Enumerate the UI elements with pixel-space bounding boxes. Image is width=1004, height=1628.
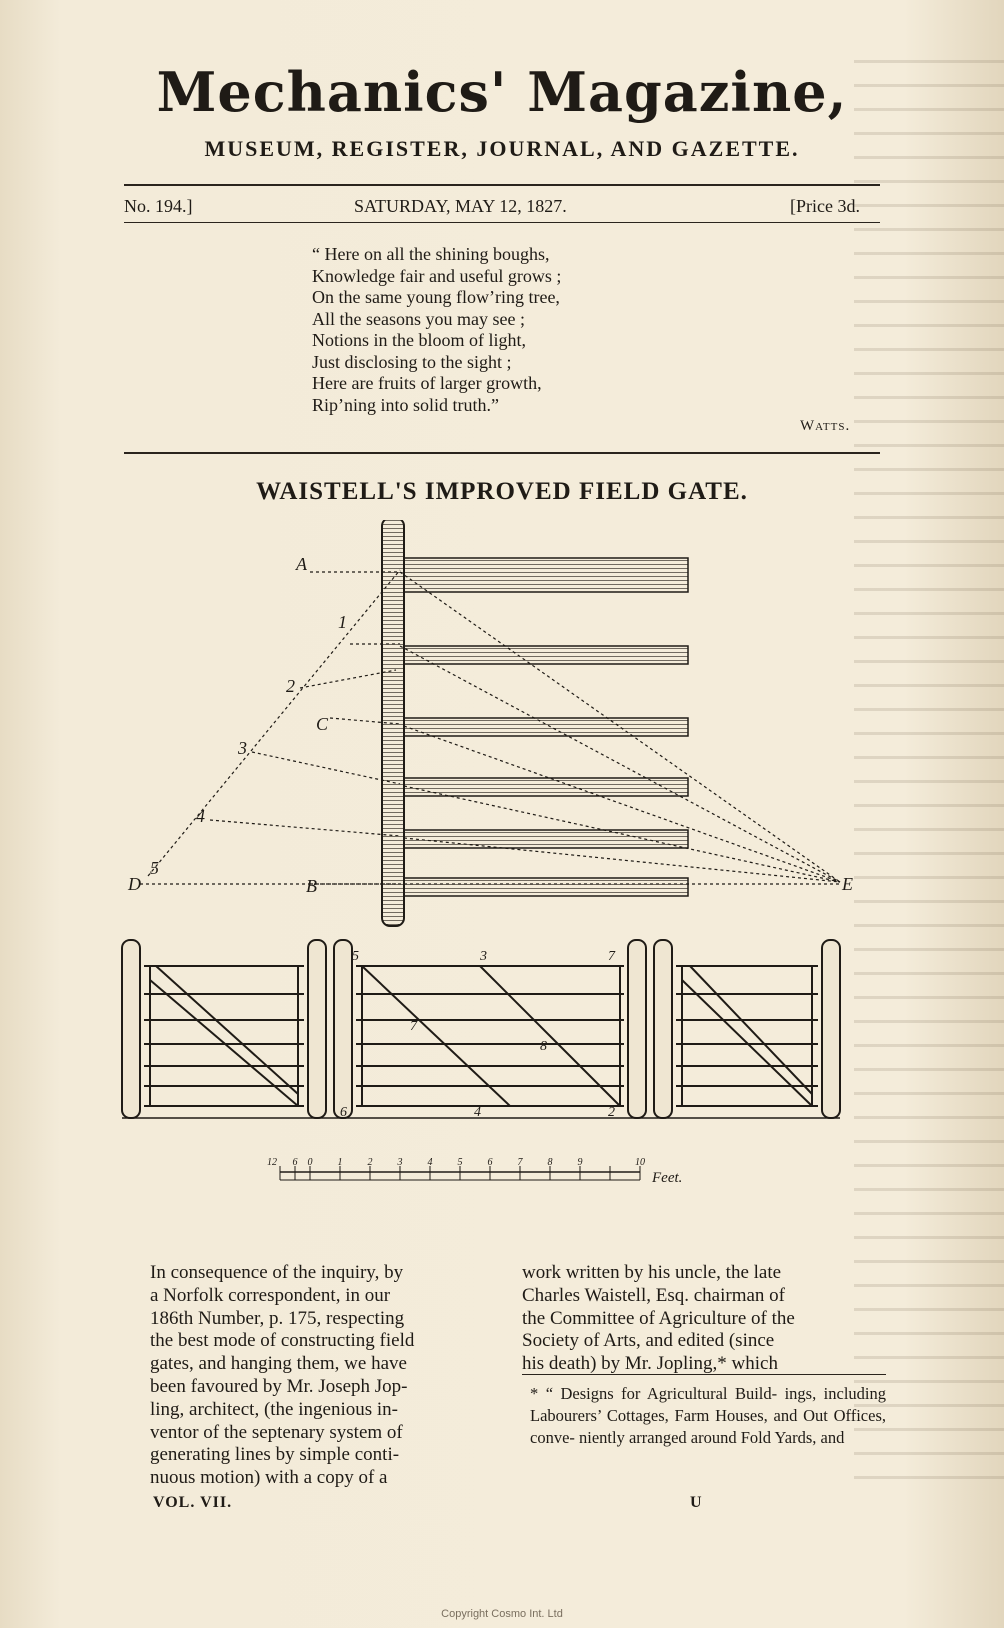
issue-price: [Price 3d. [790, 196, 860, 216]
poem-line: On the same young flow’ring tree, [312, 287, 560, 307]
gate-label-2: 2 [608, 1105, 615, 1120]
scale-tick: 5 [457, 1157, 463, 1168]
small-gate-left [144, 966, 304, 1106]
scale-unit: Feet. [652, 1170, 683, 1186]
gate-post [122, 940, 140, 1118]
section-rule [124, 452, 880, 454]
poem-line: Rip’ning into solid truth.” [312, 394, 499, 415]
gate-label-8: 8 [540, 1039, 547, 1054]
gate-label-3: 3 [480, 949, 487, 964]
gate-label-5: 5 [352, 949, 359, 964]
scale-tick: 2 [367, 1157, 373, 1168]
copyright-watermark: Copyright Cosmo Int. Ltd [441, 1608, 563, 1620]
footnote: * “ Designs for Agricultural Build- ings, including Labourers’ Cottages, Farm Houses, and Out Offices, conve- niently arranged around Fold Yards, and [530, 1384, 886, 1447]
gate-post [628, 940, 646, 1118]
label-2: 2 [286, 676, 295, 696]
scale-tick: 3 [397, 1157, 403, 1168]
gate-post [334, 940, 352, 1118]
gate-rail [404, 646, 688, 664]
poem-line: Here are fruits of larger growth, [312, 373, 542, 393]
issue-date: SATURDAY, MAY 12, 1827. [354, 196, 567, 216]
gate-label-6: 6 [340, 1105, 347, 1120]
scale-tick: 8 [547, 1157, 553, 1168]
scale-tick: 7 [517, 1157, 523, 1168]
poem-line: All the seasons you may see ; [312, 308, 525, 329]
magazine-title: Mechanics' Magazine, [156, 60, 848, 124]
label-5: 5 [150, 858, 159, 878]
poem-line: Knowledge fair and useful grows ; [312, 265, 562, 286]
gate-elevation-diagram [127, 520, 853, 926]
scale-tick: 9 [577, 1157, 583, 1168]
gate-rail [404, 558, 688, 592]
poem-line: “ Here on all the shining boughs, [312, 244, 550, 264]
text-line: ling, architect, (the ingenious in- [150, 1398, 398, 1420]
poem-author: Watts. [800, 418, 851, 434]
gate-post [308, 940, 326, 1118]
label-d: D [128, 874, 141, 894]
scale-tick: 1 [337, 1157, 343, 1168]
text-line: nuous motion) with a copy of a [150, 1467, 388, 1489]
label-b: B [306, 876, 317, 896]
label-1: 1 [338, 612, 347, 632]
issue-number: No. 194.] [124, 196, 193, 216]
scale-tick: 6 [292, 1157, 298, 1168]
footnote-rule [522, 1374, 886, 1375]
text-line: gates, and hanging them, we have [150, 1353, 407, 1375]
label-4: 4 [196, 806, 205, 826]
magazine-subtitle: MUSEUM, REGISTER, JOURNAL, AND GAZETTE. [204, 136, 800, 161]
text-line: work written by his uncle, the late [522, 1262, 782, 1283]
scale-tick: 10 [635, 1157, 645, 1168]
poem-line: Just disclosing to the sight ; [312, 351, 512, 372]
gate-label-7: 7 [608, 949, 615, 964]
label-e: E [842, 874, 853, 894]
gate-rail [404, 778, 688, 796]
issue-rule [124, 222, 880, 223]
top-rule [124, 184, 880, 186]
scale-bar [267, 1157, 682, 1186]
scale-tick: 4 [427, 1157, 433, 1168]
gate-figure [100, 520, 900, 1220]
large-gate-center [356, 966, 624, 1106]
article-left-column [150, 1262, 490, 1490]
gate-plan-diagram [122, 940, 840, 1120]
article-right-column [522, 1262, 886, 1376]
text-line: his death) by Mr. Jopling,* which [522, 1353, 778, 1375]
text-line: a Norfolk correspondent, in our [150, 1284, 391, 1306]
small-gate-right [676, 966, 818, 1106]
text-line: generating lines by simple conti- [150, 1444, 400, 1466]
volume-label: VOL. VII. [153, 1494, 233, 1511]
label-3: 3 [238, 738, 247, 758]
gate-label-4: 4 [474, 1105, 481, 1120]
gate-rail [404, 718, 688, 736]
text-line: Society of Arts, and edited (since [522, 1330, 775, 1352]
text-line: 186th Number, p. 175, respecting [150, 1307, 405, 1329]
epigraph-poem [312, 244, 561, 416]
gate-label-7-lower: 7 [410, 1019, 417, 1034]
text-line: been favoured by Mr. Joseph Jop- [150, 1375, 408, 1397]
gate-rail [404, 878, 688, 896]
text-line: In consequence of the inquiry, by [150, 1262, 404, 1283]
scale-tick: 0 [307, 1157, 313, 1168]
scale-tick: 6 [487, 1157, 493, 1168]
text-line: ventor of the septenary system of [150, 1421, 403, 1443]
poem-line: Notions in the bloom of light, [312, 330, 526, 350]
text-line: the Committee of Agriculture of the [522, 1307, 795, 1329]
text-line: the best mode of constructing field [150, 1330, 415, 1352]
gate-post [654, 940, 672, 1118]
label-a: A [296, 554, 307, 574]
text-line: Charles Waistell, Esq. chairman of [522, 1284, 785, 1306]
label-c: C [316, 714, 329, 734]
signature-mark: U [690, 1494, 702, 1511]
scale-tick: 12 [267, 1157, 277, 1168]
article-heading: WAISTELL'S IMPROVED FIELD GATE. [256, 478, 748, 505]
gate-post [822, 940, 840, 1118]
